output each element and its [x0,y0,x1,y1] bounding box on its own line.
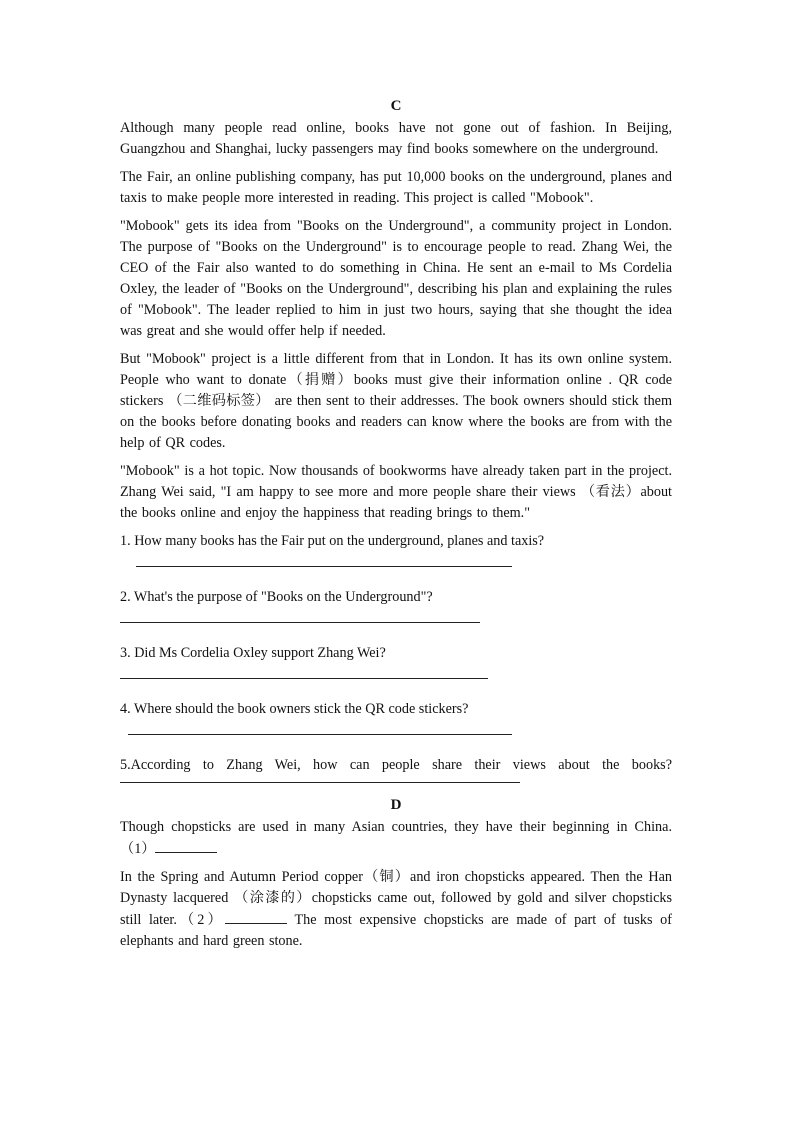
question-1: 1. How many books has the Fair put on the underground, planes and taxis? [120,533,545,549]
blank-1-marker: （1） [120,841,156,857]
blank-2-marker: （2） [176,912,225,928]
blank-2[interactable] [225,909,287,924]
question-2: 2. What's the purpose of "Books on the Underground"? [120,589,433,605]
question-5: 5.According to Zhang Wei, how can people share their views about the books? [120,757,672,773]
section-d-paragraph-1-text: Though chopsticks are used in many Asian countries, they have their beginning in China. [120,819,672,835]
section-d-paragraph-2 [120,867,672,952]
answer-line-3[interactable] [120,678,488,679]
section-c-paragraph-3: "Mobook" gets its idea from "Books on the Underground", a community project in London. The purpose of "Books on the Underground" is to encourage people to read. Zhang Wei, the CEO of the Fair also wanted to do something in China. He sent an e-mail to Ms Cordelia Oxley, the leader of "Books on the Underground", describing his plan and explaining the rules of "Mobook". The leader replied to him in just two hours, saying that she thought the idea was great and she would offer help if needed. [120,218,672,339]
answer-line-4[interactable] [128,734,512,735]
answer-line-2[interactable] [120,622,480,623]
section-c-paragraph-1: Although many people read online, books have not gone out of fashion. In Beijing, Guangzhou and Shanghai, lucky passengers may find books somewhere on the underground. [120,120,672,157]
answer-line-5[interactable] [120,782,520,783]
blank-1[interactable] [155,838,217,853]
answer-line-1[interactable] [136,566,512,567]
section-c-paragraph-4: But "Mobook" project is a little different from that in London. It has its own online system. People who want to donate（捐赠）books must give their information online . QR code stickers （二维码标签） are then sent to their addresses. The book owners should stick them on the books before donating books and readers can know where the books are from with the help of QR codes. [120,351,672,451]
section-d-paragraph-2-start: In the Spring and Autumn Period copper（铜）and iron chopsticks appeared. Then the Han Dynasty lacquered （涂漆的）chopsticks came out, followed by gold and silver chopsticks still later. [120,869,672,928]
section-c-paragraph-5: "Mobook" is a hot topic. Now thousands of bookworms have already taken part in the project. Zhang Wei said, "I am happy to see more and more people share their views （看法）about the books online and enjoy the happiness that reading brings to them." [120,463,672,521]
section-d-paragraph-1 [120,817,672,860]
section-d-paragraph-2-end: The most expensive chopsticks are made of part of tusks of elephants and hard green stone. [120,912,672,949]
content-column [120,96,672,959]
section-c-paragraph-2: The Fair, an online publishing company, has put 10,000 books on the underground, planes and taxis to make people more interested in reading. This project is called "Mobook". [120,169,672,206]
section-d-heading: D [390,797,402,813]
question-4: 4. Where should the book owners stick the QR code stickers? [120,701,469,717]
section-c-heading: C [390,98,402,114]
question-3: 3. Did Ms Cordelia Oxley support Zhang Wei? [120,645,386,661]
